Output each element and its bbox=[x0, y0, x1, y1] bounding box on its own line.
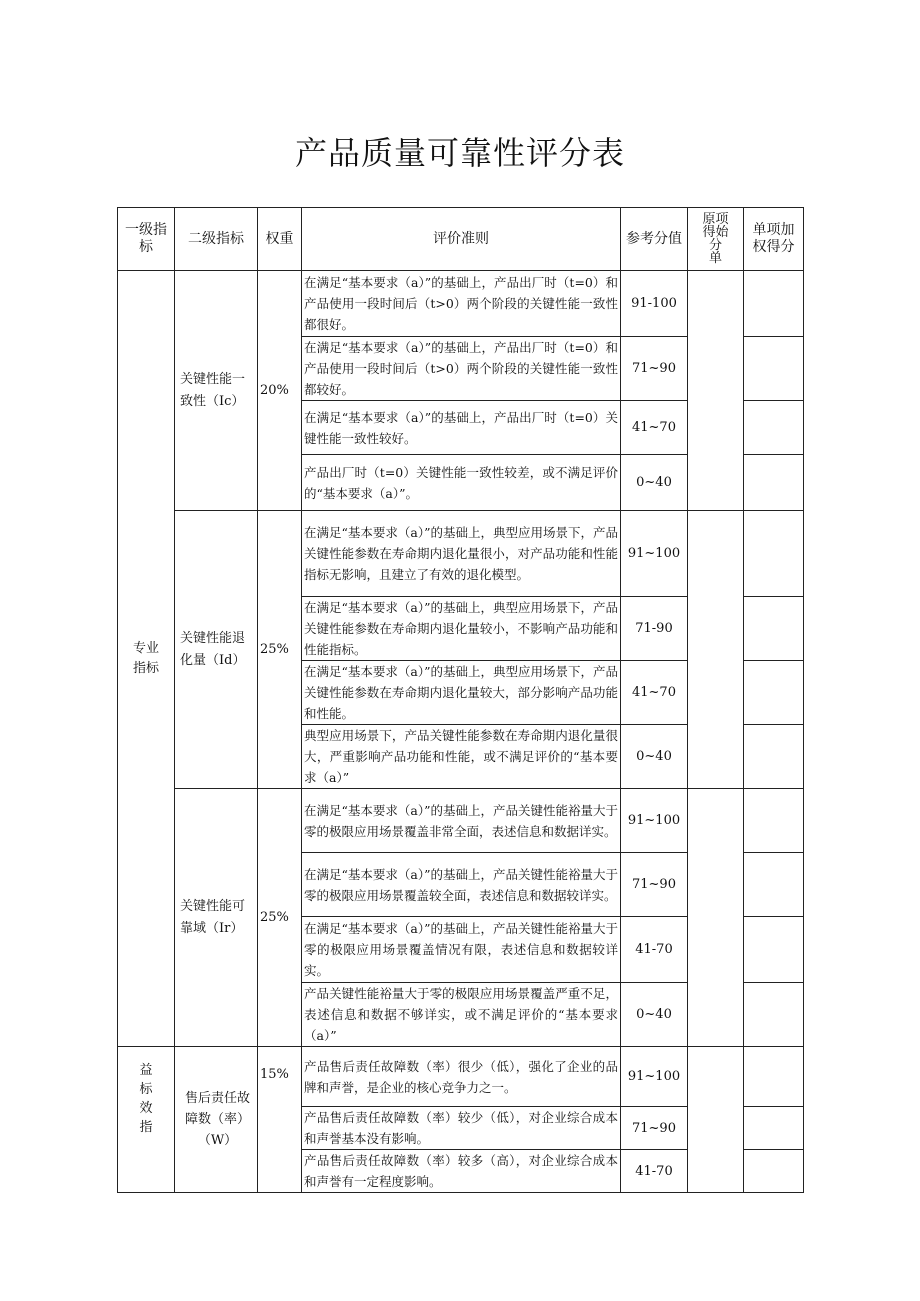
weighted-score-cell bbox=[744, 1150, 804, 1193]
reference-score: 41~70 bbox=[621, 401, 688, 455]
reference-score: 0~40 bbox=[621, 725, 688, 789]
reference-score: 71-90 bbox=[621, 597, 688, 661]
header-raw-score-char: 得始 bbox=[702, 225, 729, 240]
header-ref-score: 参考分值 bbox=[621, 208, 688, 271]
header-row bbox=[118, 208, 804, 271]
reference-score: 41-70 bbox=[621, 1150, 688, 1193]
page-title: 产品质量可靠性评分表 bbox=[294, 134, 625, 172]
header-weight: 权重 bbox=[258, 208, 302, 271]
weighted-score-cell bbox=[744, 271, 804, 337]
table-row bbox=[118, 271, 804, 337]
criteria-text: 在满足“基本要求（a）”的基础上，典型应用场景下，产品关键性能参数在寿命期内退化量较小，不影响产品功能和性能指标。 bbox=[302, 597, 621, 661]
reference-score: 71~90 bbox=[621, 1107, 688, 1150]
weighted-score-cell bbox=[744, 853, 804, 917]
criteria-text: 在满足“基本要求（a）”的基础上，产品关键性能裕量大于零的极限应用场景覆盖情况有限，表述信息和数据较详实。 bbox=[302, 917, 621, 983]
weighted-score-cell bbox=[744, 725, 804, 789]
level2-indicator: 关键性能退化量（Id） bbox=[175, 511, 258, 789]
weight-value: 20% bbox=[258, 271, 302, 511]
weighted-score-cell bbox=[744, 511, 804, 597]
weighted-score-cell bbox=[744, 789, 804, 853]
criteria-text: 典型应用场景下，产品关键性能参数在寿命期内退化量很大，严重影响产品功能和性能，或不满足评价的“基本要求（a）” bbox=[302, 725, 621, 789]
reference-score: 41~70 bbox=[621, 661, 688, 725]
raw-score-cell bbox=[688, 511, 744, 789]
criteria-text: 在满足“基本要求（a）”的基础上，产品出厂时（t=0）和产品使用一段时间后（t>0）两个阶段的关键性能一致性都较好。 bbox=[302, 337, 621, 401]
header-level1: 一级指标 bbox=[118, 208, 175, 271]
weight-value: 15% bbox=[258, 1047, 302, 1193]
reference-score: 91-100 bbox=[621, 271, 688, 337]
reference-score: 91~100 bbox=[621, 511, 688, 597]
weighted-score-cell bbox=[744, 597, 804, 661]
criteria-text: 在满足“基本要求（a）”的基础上，产品出厂时（t=0）关键性能一致性较好。 bbox=[302, 401, 621, 455]
reference-score: 0~40 bbox=[621, 455, 688, 511]
criteria-text: 在满足“基本要求（a）”的基础上，产品关键性能裕量大于零的极限应用场景覆盖非常全面，表述信息和数据详实。 bbox=[302, 789, 621, 853]
criteria-text: 在满足“基本要求（a）”的基础上，产品出厂时（t=0）和产品使用一段时间后（t>0）两个阶段的关键性能一致性都很好。 bbox=[302, 271, 621, 337]
header-raw-score-char: 分 bbox=[708, 238, 722, 253]
header-raw-score bbox=[688, 208, 744, 271]
level1-indicator bbox=[118, 271, 175, 1047]
weight-value: 25% bbox=[258, 511, 302, 789]
criteria-text: 产品售后责任故障数（率）很少（低），强化了企业的品牌和声誉，是企业的核心竞争力之一。 bbox=[302, 1047, 621, 1107]
reference-score: 71~90 bbox=[621, 853, 688, 917]
raw-score-cell bbox=[688, 1047, 744, 1193]
header-level2: 二级指标 bbox=[175, 208, 258, 271]
raw-score-cell bbox=[688, 271, 744, 511]
criteria-text: 产品关键性能裕量大于零的极限应用场景覆盖严重不足，表述信息和数据不够详实，或不满足评价的“基本要求（a）” bbox=[302, 983, 621, 1047]
weighted-score-cell bbox=[744, 983, 804, 1047]
header-raw-score-char: 原项 bbox=[702, 212, 729, 227]
table-row bbox=[118, 789, 804, 853]
reference-score: 91~100 bbox=[621, 1047, 688, 1107]
level2-indicator: 关键性能一致性（Ic） bbox=[175, 271, 258, 511]
criteria-text: 产品售后责任故障数（率）较多（高），对企业综合成本和声誉有一定程度影响。 bbox=[302, 1150, 621, 1193]
criteria-text: 产品出厂时（t=0）关键性能一致性较差，或不满足评价的“基本要求（a）”。 bbox=[302, 455, 621, 511]
reference-score: 71~90 bbox=[621, 337, 688, 401]
header-raw-score-char: 单 bbox=[708, 251, 722, 266]
level1-label: 专业指标 bbox=[132, 640, 159, 676]
table-row bbox=[118, 511, 804, 597]
raw-score-cell bbox=[688, 789, 744, 1047]
criteria-text: 在满足“基本要求（a）”的基础上，产品关键性能裕量大于零的极限应用场景覆盖较全面，表述信息和数据较详实。 bbox=[302, 853, 621, 917]
level2-indicator: 售后责任故障数（率）（W） bbox=[175, 1047, 258, 1193]
level1-indicator bbox=[118, 1047, 175, 1193]
level2-indicator: 关键性能可靠域（Ir） bbox=[175, 789, 258, 1047]
weighted-score-cell bbox=[744, 337, 804, 401]
weight-value: 25% bbox=[258, 789, 302, 1047]
criteria-text: 在满足“基本要求（a）”的基础上，典型应用场景下，产品关键性能参数在寿命期内退化量很小，对产品功能和性能指标无影响，且建立了有效的退化模型。 bbox=[302, 511, 621, 597]
criteria-text: 产品售后责任故障数（率）较少（低），对企业综合成本和声誉基本没有影响。 bbox=[302, 1107, 621, 1150]
weighted-score-cell bbox=[744, 661, 804, 725]
table-row bbox=[118, 1047, 804, 1107]
weighted-score-cell bbox=[744, 401, 804, 455]
reference-score: 41-70 bbox=[621, 917, 688, 983]
criteria-text: 在满足“基本要求（a）”的基础上，典型应用场景下，产品关键性能参数在寿命期内退化量较大，部分影响产品功能和性能。 bbox=[302, 661, 621, 725]
weighted-score-cell bbox=[744, 455, 804, 511]
scoring-table bbox=[117, 207, 804, 1193]
weighted-score-cell bbox=[744, 1047, 804, 1107]
reference-score: 0~40 bbox=[621, 983, 688, 1047]
weighted-score-cell bbox=[744, 1107, 804, 1150]
weighted-score-cell bbox=[744, 917, 804, 983]
header-criteria: 评价准则 bbox=[302, 208, 621, 271]
reference-score: 91~100 bbox=[621, 789, 688, 853]
level1-label: 益标效指 bbox=[139, 1063, 153, 1135]
header-weighted-score: 单项加权得分 bbox=[744, 208, 804, 271]
